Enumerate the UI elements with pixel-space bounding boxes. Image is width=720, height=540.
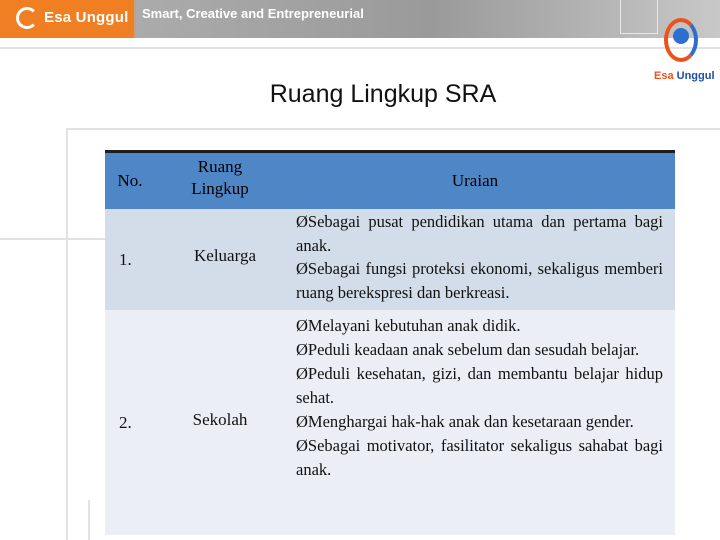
decorative-line	[66, 128, 720, 130]
decorative-line	[88, 500, 90, 540]
uraian-sekolah	[296, 314, 663, 482]
right-logo-text: Esa Unggul	[654, 70, 715, 82]
list-item: ØSebagai fungsi proteksi ekonomi, sekaligus memberi ruang berekspresi dan berkreasi.	[296, 259, 663, 302]
row-number: 2.	[119, 412, 132, 432]
list-item: ØMenghargai hak-hak anak dan kesetaraan gender.	[296, 412, 634, 431]
header-scope-text: Ruang Lingkup	[191, 157, 249, 198]
logo-globe-icon	[673, 28, 689, 44]
header-no: No.	[117, 171, 143, 190]
banner-logo	[0, 0, 134, 38]
uraian-keluarga	[296, 210, 663, 304]
banner-tagline: Smart, Creative and Entrepreneurial	[142, 6, 364, 21]
scope-keluarga: Keluarga	[194, 246, 256, 265]
row-number: 1.	[119, 249, 132, 269]
list-item: ØSebagai motivator, fasilitator sekaligus sahabat bagi anak.	[296, 436, 663, 479]
list-item: ØPeduli keadaan anak sebelum dan sesudah belajar.	[296, 340, 640, 359]
decorative-line	[0, 238, 105, 240]
scope-sekolah: Sekolah	[192, 410, 248, 429]
list-item: ØSebagai pusat pendidikan utama dan pertama bagi anak.	[296, 212, 663, 255]
top-banner	[0, 0, 720, 38]
page-title: Ruang Lingkup SRA	[269, 80, 497, 108]
banner-logo-text: Esa Unggul	[44, 9, 129, 26]
list-item: ØMelayani kebutuhan anak didik.	[296, 316, 521, 335]
right-logo	[652, 18, 715, 88]
university-logo-icon	[16, 7, 38, 29]
decorative-line	[66, 128, 68, 540]
header-uraian: Uraian	[451, 171, 499, 190]
list-item: ØPeduli kesehatan, gizi, dan membantu belajar hidup sehat.	[296, 364, 663, 407]
decorative-line	[0, 47, 720, 49]
